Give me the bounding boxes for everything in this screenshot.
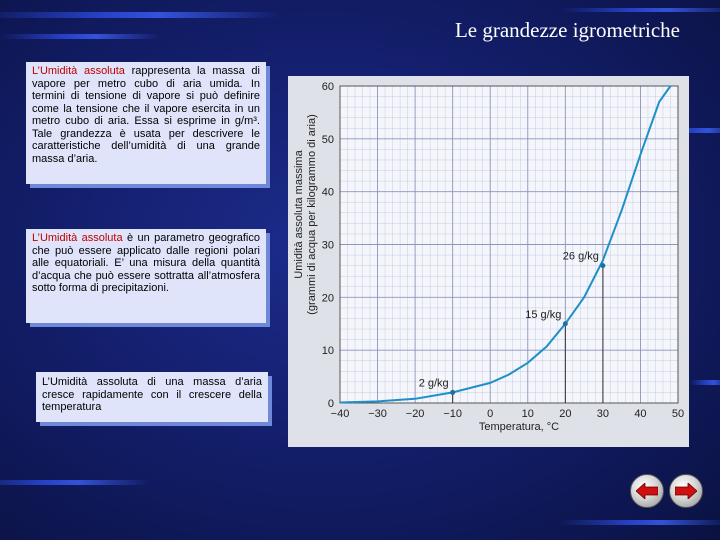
- decorative-streak: [560, 520, 720, 525]
- card-text: è un parametro geografico che può essere applicato dalle regioni polari alle equatoriali. E’ una misura della quantità d’acqua che può essere sottratta all’atmosfera sotto forma di precipitazioni.: [32, 232, 260, 294]
- highlight-term: L’Umidità assoluta: [32, 232, 123, 244]
- highlight-term: L’Umidità assoluta: [32, 65, 125, 77]
- y-axis-label: Umidità assoluta massima: [293, 150, 305, 279]
- x-tick-label: 50: [671, 408, 685, 420]
- x-tick-label: −20: [405, 408, 425, 420]
- y-axis-label-unit: (grammi di acqua per kilogrammo di aria): [306, 114, 318, 315]
- decorative-streak: [0, 480, 150, 485]
- card-text: rappresenta la massa di vapore per metro cubo di aria umida. In termini di tensione di vapore si può definire come la tensione che il vapore esercita in un metro cubo di aria. Essa si esprime in g/m³. Tale grandezza è usata per descrivere le caratteristiche dell’umidità di una grande massa d’aria.: [32, 65, 260, 165]
- y-tick-label: 20: [321, 292, 334, 305]
- y-tick-label: 10: [321, 345, 334, 358]
- annotation-label: 26 g/kg: [562, 250, 599, 263]
- annotation-point: [450, 390, 455, 395]
- x-tick-label: −10: [443, 408, 463, 420]
- y-tick-label: 60: [321, 81, 334, 93]
- forward-button[interactable]: [669, 474, 703, 508]
- x-tick-label: 10: [521, 408, 534, 420]
- x-tick-label: 40: [634, 408, 647, 420]
- decorative-streak: [560, 8, 720, 12]
- decorative-streak: [0, 12, 280, 18]
- x-tick-label: 20: [559, 408, 572, 420]
- x-axis-label: Temperatura, °C: [478, 421, 560, 433]
- annotation-label: 2 g/kg: [418, 377, 449, 390]
- x-tick-label: 30: [596, 408, 610, 420]
- arrow-left-icon: [636, 483, 658, 499]
- decorative-streak: [0, 34, 160, 39]
- slide-title: Le grandezze igrometriche: [454, 18, 680, 42]
- y-tick-label: 30: [321, 239, 334, 252]
- annotation-label: 15 g/kg: [525, 308, 562, 321]
- humidity-chart: [288, 76, 689, 447]
- annotation-point: [563, 321, 568, 326]
- text-card-definition: [26, 62, 266, 184]
- y-tick-label: 0: [327, 398, 334, 410]
- x-tick-label: −40: [330, 408, 350, 420]
- text-card-geography: [26, 229, 266, 323]
- x-tick-label: −30: [368, 408, 387, 420]
- chart-svg: [288, 76, 689, 447]
- decorative-streak: [690, 380, 720, 385]
- x-tick-label: 0: [487, 408, 494, 420]
- card-text: L’Umidità assoluta di una massa d’aria cresce rapidamente con il crescere della temperatura: [42, 376, 262, 413]
- text-card-temperature: [36, 372, 268, 422]
- arrow-right-icon: [675, 483, 697, 499]
- annotation-point: [600, 263, 605, 268]
- y-tick-label: 40: [321, 186, 334, 199]
- y-tick-label: 50: [321, 133, 334, 146]
- back-button[interactable]: [630, 474, 664, 508]
